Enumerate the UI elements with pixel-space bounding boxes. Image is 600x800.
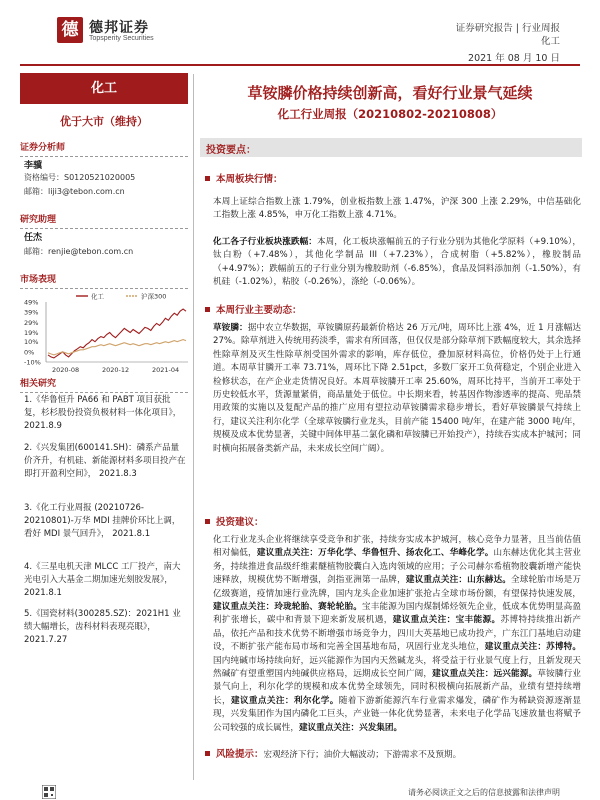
paragraph-body: 随着下游新能源汽车行业需求爆发，磷矿作为稀缺资源逐渐显现，兴发集团作为国内磷化工巨头，产业链一体化优势显著，未来电子化学品飞速放量也将赋予公司较强的成长属性， [213, 695, 581, 733]
paragraph-body: 本周，化工板块涨幅前五的子行业分别为其他化学原料（+9.10%），钛白粉（+7.48%），其他化学制品 III（+7.23%），合成树脂（+5.82%），橡胶制品（+4.97%）；跌幅前五的子行业分别为橡胶助剂（-6.85%），食品及饲料添加剂（-1.50%），有机硅（-1.02%），粘胶（-0.26%），涤纶（-0.06%）。 [213, 237, 581, 288]
paragraph-index-performance: 本周上证综合指数上涨 1.79%，创业板指数上涨 1.47%，沪深 300 上涨 2.29%，中信基础化工指数上涨 4.85%，申万化工指数上涨 4.71%。 [213, 197, 581, 221]
analyst-cert: 资格编号：S0120521020005 [24, 173, 136, 182]
paragraph-lead: 化工各子行业板块涨跌幅： [213, 237, 317, 247]
bullet-icon [205, 307, 210, 312]
bullet-advice [205, 514, 264, 528]
bullet-heading: 本周行业主要动态： [216, 305, 302, 316]
qr-code-graphic [42, 785, 56, 799]
section-bar [200, 138, 582, 157]
sidebar-divider [193, 74, 194, 780]
bullet-risk [205, 746, 461, 760]
recommendation: 建议重点关注：远兴能源。 [432, 669, 538, 680]
legend-label: 沪深300 [141, 292, 167, 301]
recommendation: 建议重点关注：宝丰能源。 [392, 615, 501, 626]
x-tick-label: 2020-12 [102, 366, 130, 374]
x-tick-label: 2021-04 [152, 366, 180, 374]
paragraph-body: 宝丰能源为国内煤制烯烃领先企业，低成本优势明显高盈利扩张增长，碳中和背景下迎来新发展机遇， [213, 602, 581, 626]
sector-label: 化工 [20, 73, 188, 104]
bullet-icon [205, 751, 210, 756]
related-item[interactable] [24, 561, 186, 601]
bullet-icon [205, 519, 210, 524]
related-item[interactable] [24, 502, 186, 542]
y-tick-label: 10% [24, 338, 39, 347]
series-line-化工 [48, 309, 186, 358]
report-date: 2021 年 08 月 10 日 [468, 53, 560, 64]
market-performance-chart [22, 292, 192, 378]
paragraph-body: 化工行业龙头企业将继续享受竞争和扩张，持续夯实成本护城河，核心竞争力显著，且当前估值相对偏低， [213, 535, 581, 559]
paragraph-body: 山东赫达优化其主营业务，持续推进食品级纤维素醚植物胶囊白入选肉领域的应用；子公司赫尔希植物胶囊新增产能快速释放，规模优势不断增强，剑指亚洲第一品牌， [213, 548, 581, 586]
related-item-text: 4.《三星电机天津 MLCC 工厂投产，南大光电引入大基金二期加速光刻胶发展》， [24, 562, 181, 586]
paragraph-glufosinate [213, 322, 581, 456]
report-title: 草铵膦价格持续创新高，看好行业景气延续 [247, 84, 533, 102]
y-tick-label: 0% [24, 348, 35, 357]
bullet-heading: 投资建议： [216, 517, 264, 528]
paragraph-body: 国内纯碱市场持续向好，远兴能源作为国内天然碱龙头，将受益于行业景气度上行，且新发现天然碱矿有望重塑国内纯碱供应格局，远期成长空间广阔， [213, 655, 581, 680]
company-name: 德邦证券 [89, 20, 149, 36]
bullet-industry-moves [205, 302, 302, 316]
rating: 优于大市（维持） [60, 115, 148, 128]
y-tick-label: 29% [24, 318, 39, 327]
risk-text: 宏观经济下行；油价大幅波动；下游需求不及预期。 [263, 750, 462, 760]
bullet-sector-performance [205, 171, 283, 185]
recommendation: 建议重点关注：兴发集团。 [298, 722, 403, 733]
bullet-icon [205, 176, 210, 181]
related-item-text: 2.《兴发集团(600141.SH)：磷系产品量价齐升，有机硅、新能源材料多项目投产在即打开盈利空间》， [24, 443, 186, 480]
series-line-沪深300 [48, 340, 186, 355]
header-divider [20, 64, 580, 66]
assistant-email[interactable]: 邮箱：renjie@tebon.com.cn [24, 247, 134, 256]
legend-label: 化工 [91, 292, 104, 301]
y-tick-label: 39% [24, 308, 39, 317]
related-item[interactable] [24, 442, 186, 482]
y-tick-label: -10% [24, 358, 41, 367]
x-tick-label: 2020-08 [52, 366, 80, 374]
recommendation: 建议重点关注：万华化学、华鲁恒升、扬农化工、华峰化学。 [256, 548, 494, 559]
related-item-date: 2021.8.1 [24, 588, 62, 599]
related-item[interactable] [24, 608, 186, 648]
recommendation: 建议重点关注：山东赫达。 [405, 575, 512, 586]
paragraph-body: 全球轮胎市场是万亿级赛道，疫情加速行业洗牌，国内龙头企业加速扩张抢占全球市场份额，有望保持快速发展， [213, 575, 581, 599]
disclaimer-notice: 请务必阅读正文之后的信息披露和法律声明 [408, 788, 560, 797]
related-heading: 相关研究 [20, 376, 188, 393]
analyst-name: 李骥 [24, 161, 43, 171]
bullet-heading: 风险提示： [216, 749, 264, 760]
assistant-name: 任杰 [24, 233, 43, 243]
report-subtitle: 化工行业周报（20210802-20210808） [277, 107, 503, 121]
related-item-text: 1.《华鲁恒升 PA66 和 PABT 项目获批复，杉杉股份投资负极材料一体化项目》， [24, 395, 182, 419]
y-tick-label: 19% [24, 329, 39, 338]
related-item-date: 2021.8.3 [98, 469, 137, 480]
section-label: 投资要点： [206, 145, 256, 156]
market-heading: 市场表现 [20, 272, 188, 289]
analyst-heading: 证券分析师 [20, 140, 188, 157]
paragraph-body: 据中农立华数据，草铵膦原药最新价格达 26 万元/吨，周环比上涨 4%，近 1 月涨幅达 27%。除草剂进入传统用药淡季，需求有所回落，但仅仅是部分除草剂下跌幅度较大，其余选择性除草剂及灭生性除草剂受国外需求的影响，库存低位，叠加原材料高位，价格仍处于上行通道。本周草甘膦开工率 73.71%，周环比下降 2.51pct，多数厂家开工负荷稳定，个别企业进入检修状态，在产企业走货情况良好。本周草铵膦开工率 25.60%，周环比持平，当前开工率处于历史较低水平，货源量紧俏，商品量处于低位。中长期来看，转基因作物渗透率的提高、兜品禁用政策的实施以及复配产品的推广应用有望拉动草铵膦需求稳步增长，看好草铵膦景气持续上行，建议关注利尔化学（全球草铵膦行业龙头，目前产能 15400 吨/年，在建产能 3000 吨/年，规模及成本优势显著，关键中间体甲基二氯化磷和草铵膦已开始投产），持续吞实成本护城河；同时横向拓展备类新产品，未来成长空间广阔）。 [213, 323, 581, 454]
paragraph-subsector [213, 236, 581, 290]
related-item-date: 2021.8.9 [24, 421, 62, 432]
related-item[interactable] [24, 394, 186, 434]
recommendation: 建议重点关注：利尔化学。 [230, 695, 339, 706]
chart-svg [22, 292, 192, 378]
recommendation: 建议重点关注：玲珑轮胎、赛轮轮胎。 [213, 602, 363, 613]
related-item-date: 2021.8.1 [112, 529, 151, 540]
related-item-date: 2021.7.27 [24, 635, 68, 646]
paragraph-body: 苏博特持续推出新产品，依托产品和技术优势不断增强市场竞争力，四川大英基地已成功投产，广东江门基地启动建设，不断扩张产能布局市场和完善全国基地布局，巩固行业龙头地位， [213, 615, 581, 653]
bullet-heading: 本周板块行情： [216, 174, 283, 185]
report-category: 证券研究报告 | 行业周报 [455, 23, 560, 34]
company-name-en: Topsperity Securities [89, 35, 154, 42]
y-tick-label: 49% [24, 298, 39, 307]
assistant-heading: 研究助理 [20, 212, 188, 229]
related-item-text: 5.《国瓷材料(300285.SZ)：2021H1 业绩大幅增长，齿科材料表现亮眼》， [24, 609, 181, 633]
analyst-email[interactable]: 邮箱：liji3@tebon.com.cn [24, 187, 125, 196]
report-industry: 化工 [540, 36, 560, 47]
company-logo-icon: 德 [57, 17, 83, 43]
related-item-text: 3.《化工行业周报 (20210726-20210801)-万华 MDI 挂牌价环比上调，看好 MDI 景气回升》， [24, 503, 181, 540]
paragraph-body: 草铵膦行业景气向上，利尔化学的规模和成本优势全球领先，同时积极横向拓展新产品，业绩有望持续增长， [213, 669, 581, 706]
recommendation: 建议重点关注：苏博特。 [484, 642, 581, 653]
qr-code-icon [42, 785, 56, 800]
paragraph-lead: 草铵膦： [213, 323, 248, 333]
paragraph-advice [213, 534, 581, 735]
